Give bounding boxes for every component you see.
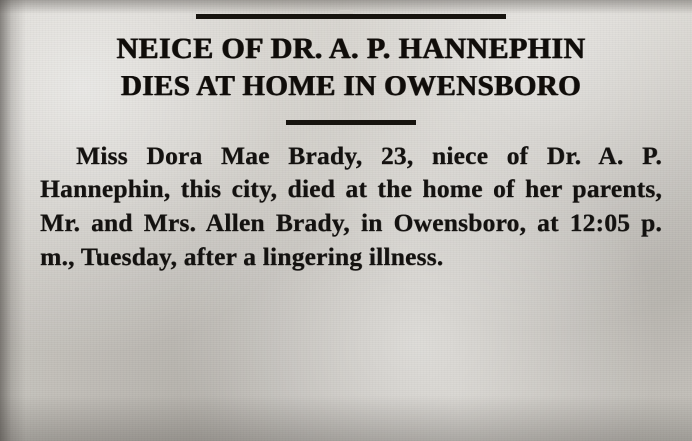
headline-line-2: DIES AT HOME IN OWENSBORO (120, 70, 582, 103)
top-divider-rule (196, 14, 506, 19)
article-paragraph-text: Miss Dora Mae Brady, 23, niece of Dr. A. P. Hannephin, this city, died at the home of her parents, Mr. and Mrs. Allen Brady, in Owensboro, at 12:05 p. m., Tuesday, after a lingering illness. (40, 140, 662, 271)
headline (40, 31, 662, 104)
article-paragraph (40, 139, 662, 274)
clipping-content (0, 14, 692, 273)
bottom-edge-smudge (0, 395, 692, 441)
headline-divider-rule (286, 120, 416, 125)
article-body (40, 139, 662, 274)
headline-line-1: NEICE OF DR. A. P. HANNEPHIN (116, 32, 586, 65)
